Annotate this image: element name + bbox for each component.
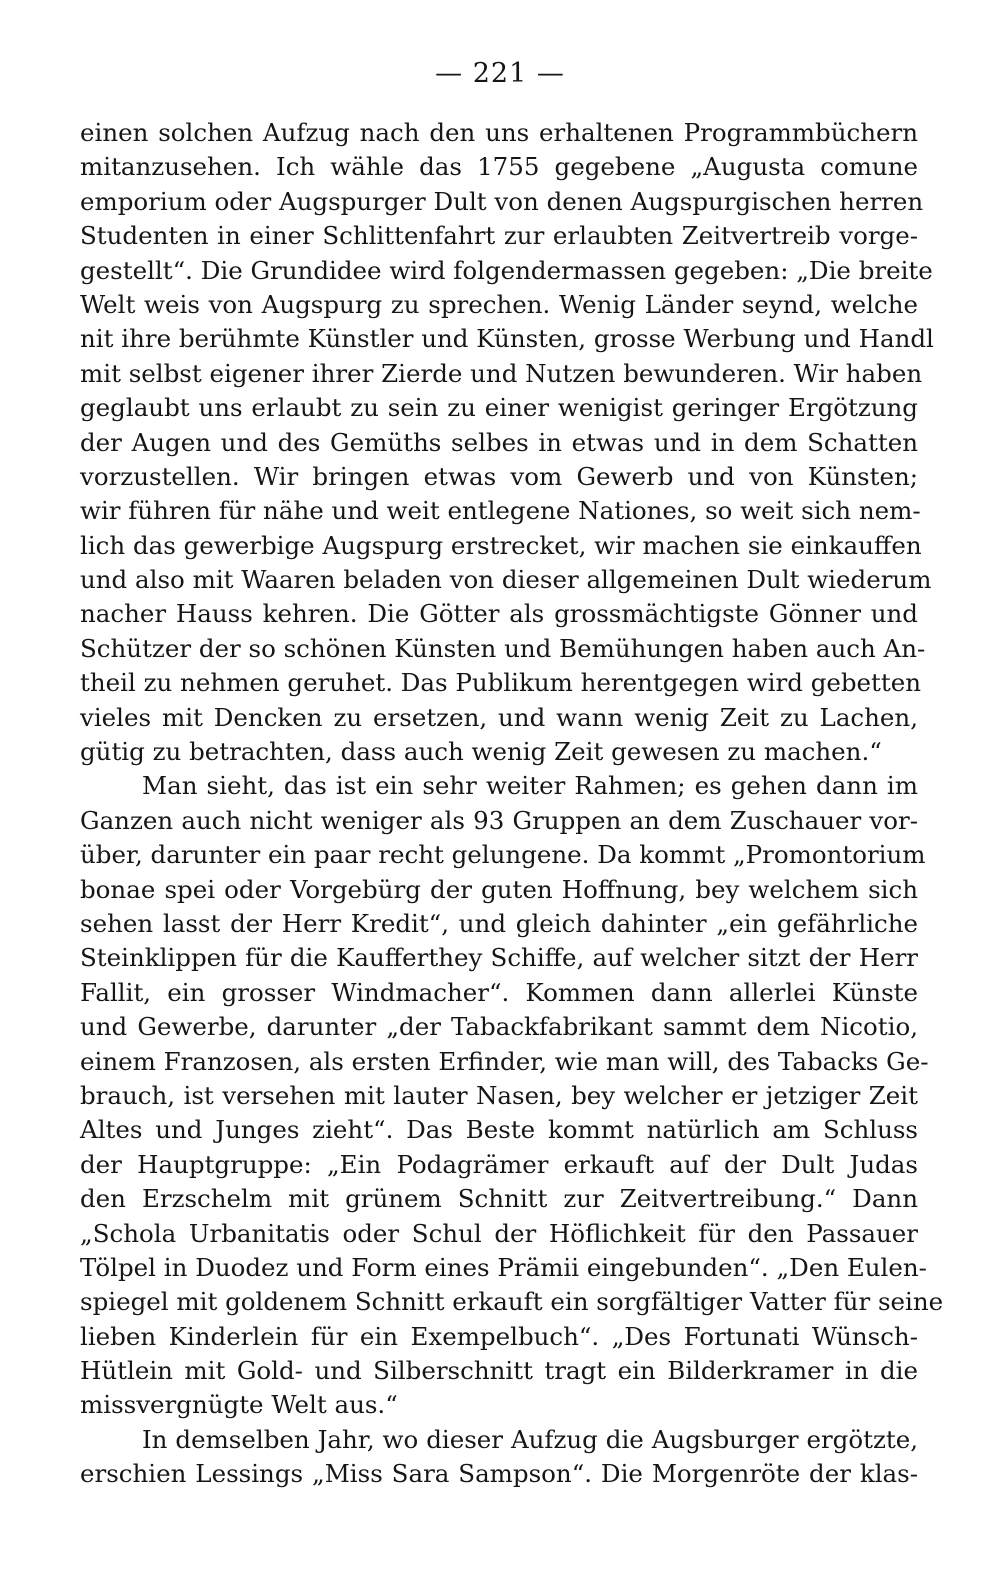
text-line: sehen lasst der Herr Kredit“, und gleich dahinter „ein gefährliche bbox=[80, 908, 918, 938]
text-line: einem Franzosen, als ersten Erfinder, wie man will, des Tabacks Ge- bbox=[80, 1046, 929, 1076]
text-line: mitanzusehen. Ich wähle das 1755 gegebene „Augusta comune bbox=[80, 152, 918, 182]
text-line: Ganzen auch nicht weniger als 93 Gruppen an dem Zuschauer vor- bbox=[80, 805, 918, 835]
text-line: wir führen für nähe und weit entlegene Nationes, so weit sich nem- bbox=[80, 496, 921, 526]
text-line: lich das gewerbige Augspurg erstrecket, wir machen sie einkauffen bbox=[80, 530, 922, 560]
text-line: Altes und Junges zieht“. Das Beste kommt natürlich am Schluss bbox=[80, 1115, 918, 1145]
text-line: vieles mit Dencken zu ersetzen, und wann wenig Zeit zu Lachen, bbox=[80, 702, 918, 732]
text-line: brauch, ist versehen mit lauter Nasen, bey welcher er jetziger Zeit bbox=[80, 1080, 918, 1110]
text-line: Welt weis von Augspurg zu sprechen. Wenig Länder seynd, welche bbox=[80, 289, 918, 319]
text-line: Fallit, ein grosser Windmacher“. Kommen dann allerlei Künste bbox=[80, 977, 918, 1007]
text-line: einen solchen Aufzug nach den uns erhaltenen Programmbüchern bbox=[80, 118, 918, 147]
text-line: In demselben Jahr, wo dieser Aufzug die Augsburger ergötzte, bbox=[142, 1424, 918, 1454]
text-line: Tölpel in Duodez und Form eines Prämii eingebunden“. „Den Eulen- bbox=[80, 1252, 927, 1282]
text-line: mit selbst eigener ihrer Zierde und Nutzen bewunderen. Wir haben bbox=[80, 358, 923, 388]
text-line: gestellt“. Die Grundidee wird folgendermassen gegeben: „Die breite bbox=[80, 255, 933, 285]
text-line: und Gewerbe, darunter „der Tabackfabrikant sammt dem Nicotio, bbox=[80, 1012, 918, 1042]
text-line: spiegel mit goldenem Schnitt erkauft ein sorgfältiger Vatter für seine bbox=[80, 1287, 944, 1317]
text-line: Schützer der so schönen Künsten und Bemühungen haben auch An- bbox=[80, 633, 926, 663]
text-line: lieben Kinderlein für ein Exempelbuch“. „Des Fortunati Wünsch- bbox=[80, 1321, 918, 1351]
text-line: theil zu nehmen geruhet. Das Publikum herentgegen wird gebetten bbox=[80, 668, 922, 698]
text-line: und also mit Waaren beladen von dieser allgemeinen Dult wiederum bbox=[80, 565, 932, 595]
text-line: vorzustellen. Wir bringen etwas vom Gewerb und von Künsten; bbox=[80, 461, 918, 491]
text-line: Man sieht, das ist ein sehr weiter Rahmen; es gehen dann im bbox=[142, 771, 918, 801]
page-number: — 221 — bbox=[435, 58, 565, 89]
text-line: der Hauptgruppe: „Ein Podagrämer erkauft auf der Dult Judas bbox=[80, 1149, 918, 1179]
text-line: Hütlein mit Gold- und Silberschnitt tragt ein Bilderkramer in die bbox=[80, 1356, 918, 1386]
text-line: Studenten in einer Schlittenfahrt zur erlaubten Zeitvertreib vorge- bbox=[80, 221, 918, 251]
text-line: nit ihre berühmte Künstler und Künsten, grosse Werbung und Handl bbox=[80, 324, 934, 354]
text-line: der Augen und des Gemüths selbes in etwas und in dem Schatten bbox=[80, 427, 918, 457]
text-line: nacher Hauss kehren. Die Götter als grossmächtigste Gönner und bbox=[80, 599, 918, 629]
body-text bbox=[80, 116, 944, 1492]
text-line: emporium oder Augspurger Dult von denen Augspurgischen herren bbox=[80, 186, 924, 216]
text-line: gütig zu betrachten, dass auch wenig Zeit gewesen zu machen.“ bbox=[80, 737, 882, 767]
text-line: Steinklippen für die Kaufferthey Schiffe, auf welcher sitzt der Herr bbox=[80, 943, 918, 973]
text-line: erschien Lessings „Miss Sara Sampson“. Die Morgenröte der klas- bbox=[80, 1459, 918, 1489]
text-line: „Schola Urbanitatis oder Schul der Höflichkeit für den Passauer bbox=[80, 1218, 918, 1248]
text-line: geglaubt uns erlaubt zu sein zu einer wenigist geringer Ergötzung bbox=[80, 393, 918, 423]
text-line: den Erzschelm mit grünem Schnitt zur Zeitvertreibung.“ Dann bbox=[80, 1184, 918, 1214]
text-line: missvergnügte Welt aus.“ bbox=[80, 1390, 398, 1420]
text-line: bonae spei oder Vorgebürg der guten Hoffnung, bey welchem sich bbox=[80, 874, 918, 904]
text-line: über, darunter ein paar recht gelungene. Da kommt „Promontorium bbox=[80, 840, 926, 870]
